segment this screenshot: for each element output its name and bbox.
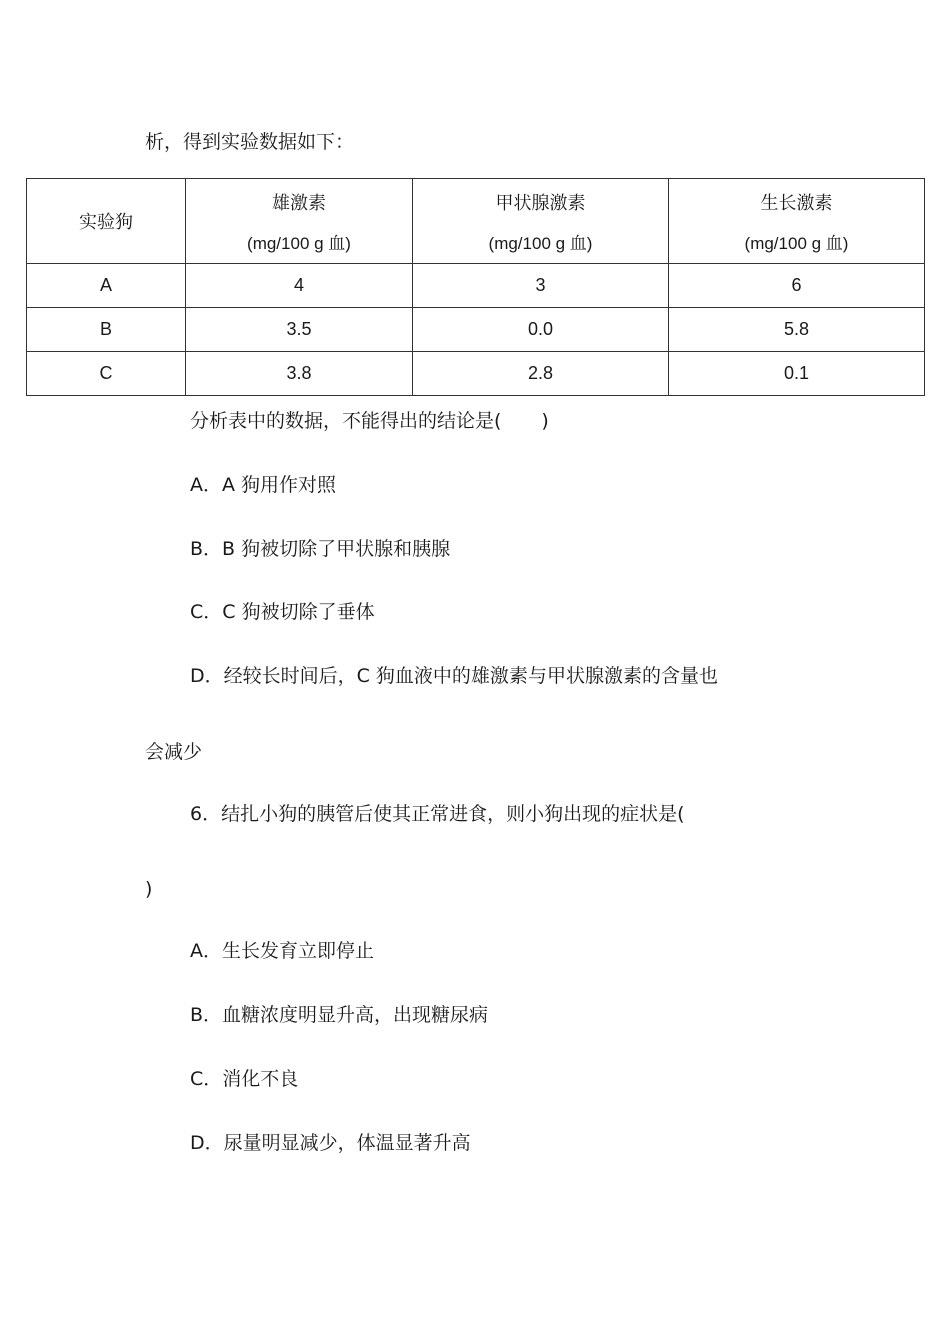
q6-stem-line1: 6．结扎小狗的胰管后使其正常进食，则小狗出现的症状是( <box>190 803 685 825</box>
cell-androgen: 3.8 <box>186 352 413 396</box>
cell-dog: A <box>27 264 186 308</box>
table-row <box>27 308 925 352</box>
cell-thyroid: 3 <box>413 264 669 308</box>
header-growth-unit: (mg/100 g 血) <box>744 233 849 253</box>
table-header-row <box>27 179 925 264</box>
q5-option-d-line1: D．经较长时间后，C 狗血液中的雄激素与甲状腺激素的含量也 <box>190 665 718 687</box>
header-growth <box>669 179 925 264</box>
cell-growth: 0.1 <box>669 352 925 396</box>
header-dog: 实验狗 <box>27 179 186 264</box>
intro-text: 析，得到实验数据如下： <box>145 131 355 153</box>
q5-option-a: A．A 狗用作对照 <box>190 474 337 496</box>
q6-stem-line2: ) <box>145 878 153 900</box>
q5-option-b: B．B 狗被切除了甲状腺和胰腺 <box>190 538 451 560</box>
cell-androgen: 3.5 <box>186 308 413 352</box>
header-androgen-name: 雄激素 <box>272 192 326 213</box>
q5-option-d-line2: 会减少 <box>145 741 203 763</box>
header-androgen <box>186 179 413 264</box>
cell-androgen: 4 <box>186 264 413 308</box>
hormone-data-table <box>26 178 925 396</box>
q6-option-a: A．生长发育立即停止 <box>190 940 374 962</box>
cell-dog: B <box>27 308 186 352</box>
q5-option-c: C．C 狗被切除了垂体 <box>190 601 375 623</box>
header-thyroid-name: 甲状腺激素 <box>495 192 586 213</box>
q5-stem: 分析表中的数据，不能得出的结论是( ) <box>190 410 549 432</box>
cell-growth: 5.8 <box>669 308 925 352</box>
header-androgen-unit: (mg/100 g 血) <box>247 233 351 253</box>
cell-growth: 6 <box>669 264 925 308</box>
q6-option-c: C．消化不良 <box>190 1068 299 1090</box>
cell-dog: C <box>27 352 186 396</box>
q6-option-b: B．血糖浓度明显升高，出现糖尿病 <box>190 1004 489 1026</box>
q6-option-d: D．尿量明显减少，体温显著升高 <box>190 1132 471 1154</box>
header-thyroid-unit: (mg/100 g 血) <box>488 233 593 253</box>
cell-thyroid: 0.0 <box>413 308 669 352</box>
table-row <box>27 352 925 396</box>
header-thyroid <box>413 179 669 264</box>
table-row <box>27 264 925 308</box>
cell-thyroid: 2.8 <box>413 352 669 396</box>
header-growth-name: 生长激素 <box>760 192 833 213</box>
